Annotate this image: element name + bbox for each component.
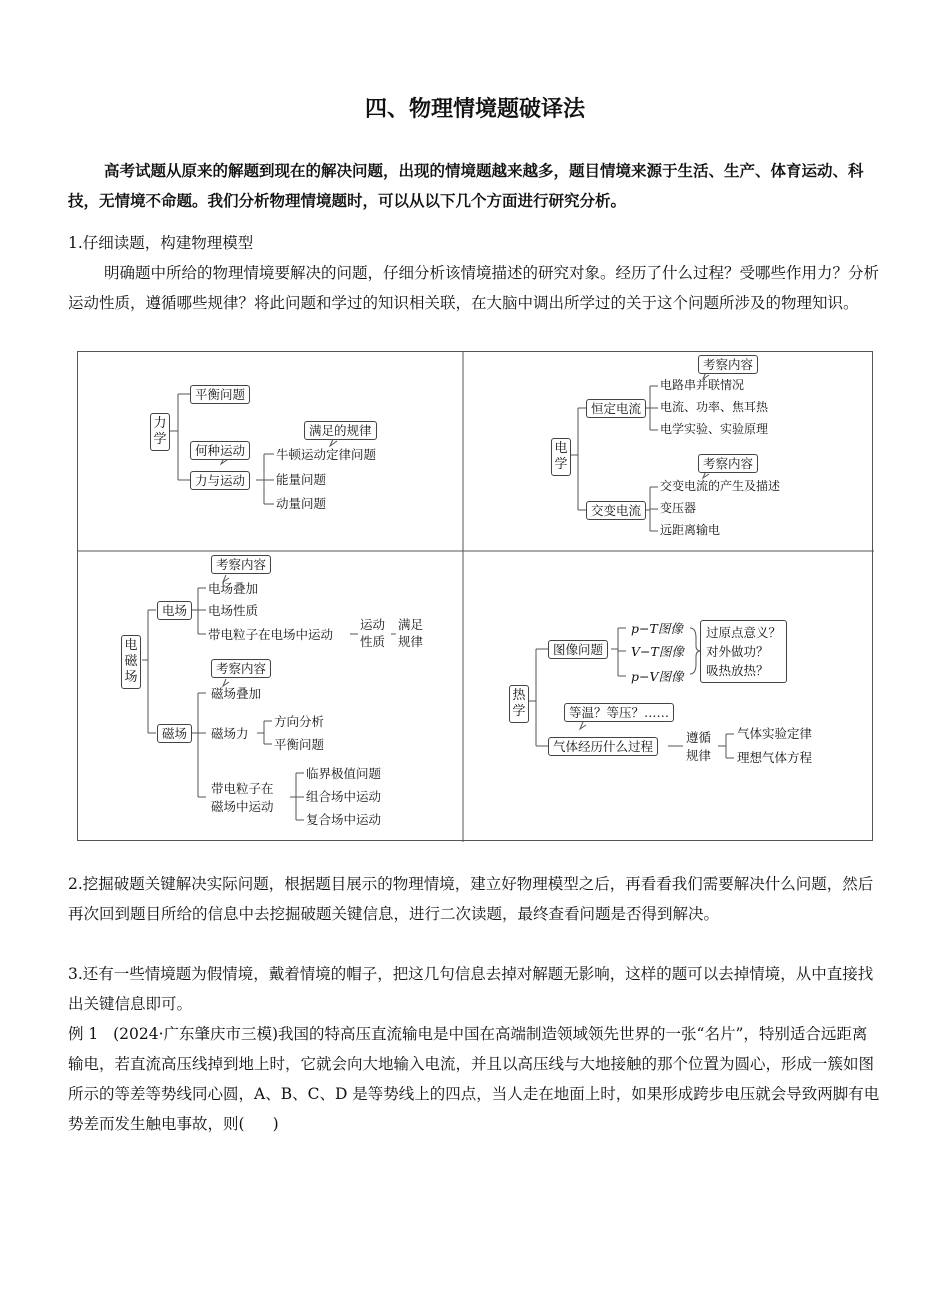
callout-law: 满足的规律 bbox=[304, 421, 377, 440]
label-line: 带电粒子在 bbox=[211, 781, 274, 796]
node-balance-problem: 平衡问题 bbox=[190, 385, 250, 404]
root-char: 磁 bbox=[124, 654, 138, 669]
label-satisfy-law bbox=[398, 616, 423, 650]
section-2: 2.挖掘破题关键解决实际问题，根据题目展示的物理情境，建立好物理模型之后，再看看我们需要解决什么问题，然后再次回到题目所给的信息中去挖掘破题关键信息，进行二次读题，最终查看问题是否得到解决。 bbox=[68, 875, 874, 923]
example-1 bbox=[68, 1019, 880, 1139]
section-3: 3.还有一些情境题为假情境，戴着情境的帽子，把这几句信息去掉对解题无影响，这样的题可以去掉情境，从中直接找出关键信息即可。 bbox=[68, 965, 874, 1013]
item-compound-field: 复合场中运动 bbox=[306, 812, 382, 827]
root-char: 学 bbox=[512, 704, 526, 719]
item-field-superposition: 电场叠加 bbox=[208, 581, 259, 596]
label-line: 规律 bbox=[398, 634, 424, 649]
item-pT-graph: p−T图像 bbox=[631, 621, 683, 636]
question: 过原点意义？ bbox=[706, 625, 782, 640]
callout-exam-content: 考察内容 bbox=[698, 355, 758, 374]
page-title: 四、物理情境题破译法 bbox=[364, 97, 585, 122]
questions-box bbox=[700, 620, 787, 683]
question: 吸热放热？ bbox=[706, 663, 769, 678]
label-line: 规律 bbox=[686, 748, 712, 763]
item-gas-experiment-law: 气体实验定律 bbox=[737, 726, 813, 741]
node-gas-process: 气体经历什么过程 bbox=[548, 737, 658, 756]
node-direct-current: 恒定电流 bbox=[586, 399, 646, 418]
section-1-body: 明确题中所给的物理情境要解决的问题，仔细分析该情境描述的研究对象。经历了什么过程？受哪些作用力？分析运动性质，遵循哪些规律？将此问题和学过的知识相关联，在大脑中调出所学过的关于这个问题所涉及的物理知识。 bbox=[68, 264, 880, 312]
callout-what-motion: 何种运动 bbox=[190, 441, 250, 460]
electromagnetism-root bbox=[121, 635, 141, 689]
label-line: 满足 bbox=[398, 617, 424, 632]
label-line: 遵循 bbox=[686, 730, 712, 745]
root-char: 场 bbox=[124, 670, 138, 685]
example-close-paren: ) bbox=[272, 1115, 279, 1133]
root-char: 电 bbox=[554, 441, 568, 456]
label-motion-nature bbox=[360, 616, 385, 650]
example-source: (2024·广东肇庆市三模) bbox=[113, 1025, 279, 1043]
mechanics-root bbox=[150, 413, 170, 451]
node-electric-field: 电场 bbox=[157, 601, 192, 620]
node-alternating-current: 交变电流 bbox=[586, 501, 646, 520]
label-line: 磁场中运动 bbox=[211, 799, 274, 814]
example-text: 我国的特高压直流输电是中国在高端制造领域领先世界的一张“名片”，特别适合远距离输电，若直流高压线掉到地上时，它就会向大地输入电流，并且以高压线与大地接触的那个位置为圆心，形成一簇如图所示的等差等势线同心圆，A、B、C、D 是等势线上的四点，当人走在地面上时，如果形成跨步电压就会导致两脚有电势差而发生触电事故，则( bbox=[68, 1025, 880, 1133]
item-series-parallel: 电路串并联情况 bbox=[660, 378, 745, 392]
root-char: 力 bbox=[153, 416, 167, 431]
callout-exam-content: 考察内容 bbox=[211, 659, 271, 678]
node-graph-problem: 图像问题 bbox=[548, 640, 608, 659]
item-field-properties: 电场性质 bbox=[208, 603, 259, 618]
item-magnetic-force: 磁场力 bbox=[211, 726, 249, 741]
item-newton-law: 牛顿运动定律问题 bbox=[276, 447, 377, 462]
node-force-motion: 力与运动 bbox=[190, 471, 250, 490]
section-1-heading: 1.仔细读题，构建物理模型 bbox=[68, 234, 254, 252]
example-label: 例 1 bbox=[68, 1025, 99, 1043]
label-line: 运动 bbox=[360, 617, 386, 632]
item-critical-extremum: 临界极值问题 bbox=[306, 766, 382, 781]
root-char: 学 bbox=[153, 432, 167, 447]
label-follow-law bbox=[686, 729, 711, 765]
question: 对外做功？ bbox=[706, 644, 769, 659]
item-pV-graph: p−V图像 bbox=[631, 669, 684, 684]
root-char: 热 bbox=[512, 688, 526, 703]
root-char: 学 bbox=[554, 457, 568, 472]
thermo-root bbox=[509, 685, 529, 723]
item-ac-generation: 交变电流的产生及描述 bbox=[660, 479, 781, 493]
item-direction-analysis: 方向分析 bbox=[274, 714, 325, 729]
node-magnetic-field: 磁场 bbox=[157, 724, 192, 743]
item-momentum: 动量问题 bbox=[276, 496, 327, 511]
callout-isothermal: 等温？等压？…… bbox=[564, 703, 674, 722]
label-line: 性质 bbox=[360, 634, 386, 649]
item-electric-experiment: 电学实验、实验原理 bbox=[660, 422, 769, 436]
item-b-superposition: 磁场叠加 bbox=[211, 686, 262, 701]
callout-exam-content: 考察内容 bbox=[211, 555, 271, 574]
item-particle-in-efield: 带电粒子在电场中运动 bbox=[208, 627, 334, 642]
intro-paragraph: 高考试题从原来的解题到现在的解决问题，出现的情境题越来越多，题目情境来源于生活、生产、体育运动、科技，无情境不命题。我们分析物理情境题时，可以从以下几个方面进行研究分析。 bbox=[68, 162, 864, 210]
item-particle-in-bfield bbox=[211, 780, 274, 816]
item-current-power: 电流、功率、焦耳热 bbox=[660, 400, 769, 414]
electricity-root bbox=[551, 438, 571, 476]
root-char: 电 bbox=[124, 638, 138, 653]
knowledge-diagram bbox=[77, 351, 873, 841]
item-transformer: 变压器 bbox=[660, 501, 697, 515]
item-equilibrium: 平衡问题 bbox=[274, 737, 325, 752]
item-energy: 能量问题 bbox=[276, 472, 327, 487]
item-VT-graph: V−T图像 bbox=[631, 644, 684, 659]
item-long-distance: 远距离输电 bbox=[660, 523, 721, 537]
item-ideal-gas-equation: 理想气体方程 bbox=[737, 750, 813, 765]
callout-exam-content: 考察内容 bbox=[698, 454, 758, 473]
item-combined-field: 组合场中运动 bbox=[306, 789, 382, 804]
